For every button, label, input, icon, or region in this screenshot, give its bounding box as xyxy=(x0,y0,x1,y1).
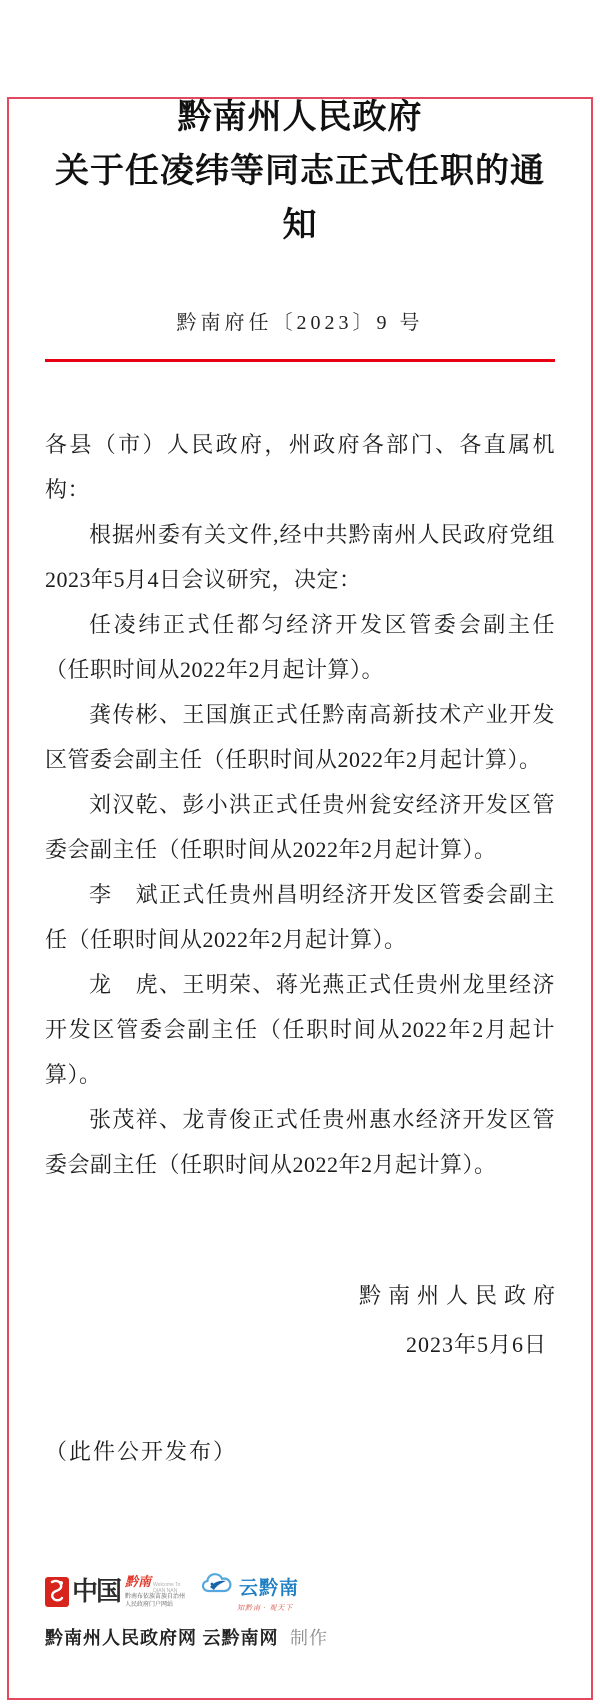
qiannan-gov-portal-logo xyxy=(45,1575,185,1609)
credit-site-2: 云黔南网 xyxy=(202,1628,279,1648)
signature-issuer: 黔南州人民政府 xyxy=(358,1283,562,1308)
notice-document-page xyxy=(0,90,600,1707)
cloud-icon xyxy=(201,1571,235,1602)
china-seal-icon xyxy=(45,1577,69,1607)
title-line-2: 关于任凌纬等同志正式任职的通知 xyxy=(55,152,545,244)
logo-portal-subtext: 黔南布依族苗族自治州 人民政府门户网站 xyxy=(125,1594,186,1608)
body-paragraph: 李 斌正式任贵州昌明经济开发区管委会副主任（任职时间从2022年2月起计算）。 xyxy=(45,882,555,952)
signature-block xyxy=(45,1279,562,1359)
body-paragraph: 张茂祥、龙青俊正式任贵州惠水经济开发区管委会副主任（任职时间从2022年2月起计算）。 xyxy=(45,1107,555,1177)
body-paragraph: 龚传彬、王国旗正式任黔南高新技术产业开发区管委会副主任（任职时间从2022年2月起计算）。 xyxy=(45,702,555,772)
logo-yunqiannan-text: 云黔南 xyxy=(239,1578,300,1599)
public-release-note: （此件公开发布） xyxy=(45,1439,238,1464)
document-number: 黔南府任〔2023〕9 号 xyxy=(176,312,424,334)
logo-zhongguo-text: 中国 xyxy=(72,1577,121,1606)
signature-date: 2023年5月6日 xyxy=(405,1332,547,1357)
document-body xyxy=(45,422,555,1187)
body-paragraph: 刘汉乾、彭小洪正式任贵州瓮安经济开发区管委会副主任（任职时间从2022年2月起计算）。 xyxy=(45,792,555,862)
footer-logos xyxy=(45,1570,555,1614)
credit-suffix: 制作 xyxy=(290,1628,328,1648)
body-paragraph: 根据州委有关文件,经中共黔南州人民政府党组2023年5月4日会议研究，决定： xyxy=(45,522,555,592)
yun-qiannan-logo xyxy=(201,1571,299,1613)
title-line-1: 黔南州人民政府 xyxy=(177,98,423,136)
document-title xyxy=(45,90,555,252)
logo-qiannan-script: 黔南 xyxy=(125,1574,152,1589)
body-paragraph: 任凌纬正式任都匀经济开发区管委会副主任（任职时间从2022年2月起计算）。 xyxy=(45,612,555,682)
footer-credit-line xyxy=(45,1624,555,1650)
red-divider-rule xyxy=(45,359,555,362)
credit-site-1: 黔南州人民政府网 xyxy=(45,1628,197,1648)
body-paragraph: 龙 虎、王明荣、蒋光燕正式任贵州龙里经济开发区管委会副主任（任职时间从2022年2月起计算）。 xyxy=(45,972,555,1087)
logo-tagline: 知黔南 · 观天下 xyxy=(237,1604,294,1612)
salutation-line: 各县（市）人民政府，州政府各部门、各直属机构： xyxy=(45,432,555,502)
logo-welcome-text: Welcome To QIAN NAN xyxy=(153,1582,181,1594)
logo1-text-column xyxy=(125,1575,185,1609)
document-content xyxy=(0,90,600,1707)
